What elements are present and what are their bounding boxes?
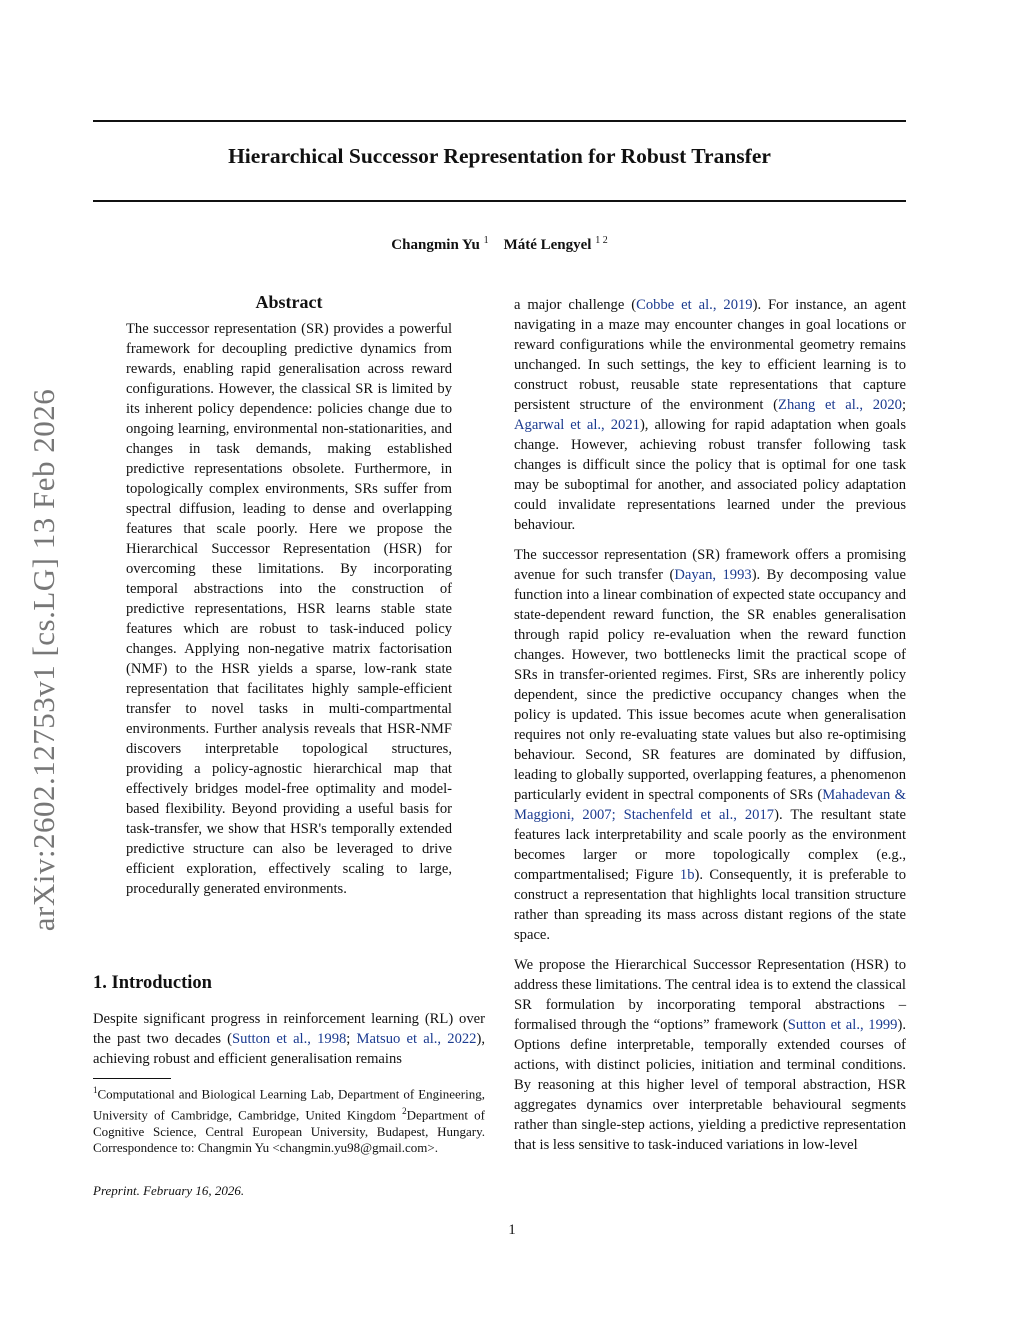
- text-run: ). Consequently, it is preferable to construct a representation that highlights local transition structure rather than spreading its mass across distant regions of the state space.: [514, 867, 906, 943]
- title-rule-top: [93, 120, 906, 122]
- citation-link[interactable]: Sutton et al., 1999: [787, 1017, 898, 1033]
- paragraph: [514, 295, 906, 535]
- text-run: ). For instance, an agent navigating in a maze may encounter changes in goal locations or reward configurations while the environmental geometry remains unchanged. In such settings, the key to efficient learning is to construct robust, reusable state representations that capture persistent structure of the environment (: [514, 297, 906, 413]
- paragraph: [514, 545, 906, 945]
- author-name: Máté Lengyel: [503, 237, 592, 253]
- figure-reference-link[interactable]: 1b: [679, 867, 695, 883]
- text-run: ). The resultant state features lack interpretability and scale poorly as the environment becomes larger or more topologically complex (e.g., compartmentalised; Figure: [514, 807, 907, 883]
- intro-paragraph: [93, 1009, 485, 1069]
- author-name: Changmin Yu: [391, 237, 480, 253]
- text-run: a major challenge (: [514, 297, 637, 313]
- footnote-1: Computational and Biological Learning Lab, Department of Engineering, University of Cambridge, Cambridge, United Kingdom: [93, 1086, 485, 1123]
- citation-link[interactable]: Zhang et al., 2020: [778, 397, 902, 413]
- text-run: ). Options define interpretable, temporally extended courses of actions, with distinct policies, initiation and terminal conditions. By reasoning at this higher level of temporal abstraction, HSR aggregates dynamics over interpretable behavioural segments rather than single-step actions, yielding a predictive representation that is less sensitive to task-induced variations in low-level: [514, 1017, 906, 1153]
- citation-link[interactable]: Cobbe et al., 2019: [636, 297, 753, 313]
- right-column: [514, 295, 906, 1165]
- author-affiliation: 1 2: [595, 235, 608, 246]
- footnote-marker: 2: [402, 1105, 407, 1116]
- author-affiliation: 1: [483, 235, 489, 246]
- title-rule-bottom: [93, 200, 906, 202]
- footnotes: [93, 1082, 485, 1157]
- citation-link[interactable]: Mahadevan & Maggioni, 2007; Stachenfeld et al., 2017: [514, 787, 906, 823]
- text-run: ;: [901, 397, 906, 413]
- footnote-2: Department of Cognitive Science, Central European University, Budapest, Hungary. Correspondence to: Changmin Yu <changmin.yu98@gmail.com>.: [93, 1107, 485, 1156]
- section-heading-introduction: 1. Introduction: [93, 973, 212, 993]
- text-run: ), allowing for rapid adaptation when goals change. However, achieving robust transfer following task changes is difficult since the policy that is optimal for one task may be suboptimal for another, and associated policy adaptation could invalidate representations learned under the previous behaviour.: [514, 417, 906, 533]
- author-list: [93, 235, 906, 254]
- arxiv-identifier: arXiv:2602.12753v1 [cs.LG] 13 Feb 2026: [26, 388, 61, 932]
- citation-link[interactable]: Matsuo et al., 2022: [356, 1031, 477, 1047]
- text-run: We propose the Hierarchical Successor Representation (HSR) to address these limitations. The central idea is to extend the classical SR formulation by incorporating temporal abstractions – formalised through the “options” framework (: [514, 957, 906, 1033]
- footnote-marker: 1: [93, 1085, 98, 1095]
- text-run: ;: [346, 1031, 357, 1047]
- preprint-note: Preprint. February 16, 2026.: [93, 1183, 245, 1198]
- footnote-rule: [93, 1078, 171, 1079]
- citation-link[interactable]: Dayan, 1993: [674, 567, 752, 583]
- page-number: 1: [508, 1222, 516, 1238]
- text-run: The successor representation (SR) framework offers a promising avenue for such transfer (: [514, 547, 906, 583]
- citation-link[interactable]: Sutton et al., 1998: [232, 1031, 347, 1047]
- abstract-text: The successor representation (SR) provides a powerful framework for decoupling predictive dynamics from rewards, enabling rapid generalisation across reward configurations. However, the classical SR is limited by its inherent policy dependence: policies change due to ongoing learning, environmental non-stationarities, and changes in task demands, making established predictive representations obsolete. Furthermore, in topologically complex environments, SRs suffer from spectral diffusion, leading to dense and overlapping features that scale poorly. Here we propose the Hierarchical Successor Representation (HSR) for overcoming these limitations. By incorporating temporal abstractions into the construction of predictive representations, HSR learns stable state features which are robust to task-induced policy changes. Applying non-negative matrix factorisation (NMF) to the HSR yields a sparse, low-rank state representation that facilitates highly sample-efficient transfer to novel tasks in multi-compartmental environments. Further analysis reveals that HSR-NMF discovers interpretable topological structures, providing a policy-agnostic hierarchical map that effectively bridges model-free optimality and model-based flexibility. Beyond providing a useful basis for task-transfer, we show that HSR's temporally extended predictive structure can also be leveraged to drive efficient exploration, effectively scaling to large, procedurally generated environments.: [126, 321, 452, 897]
- text-run: Despite significant progress in reinforcement learning (RL) over the past two decades (: [93, 1011, 485, 1047]
- text-run: ). By decomposing value function into a linear combination of expected state occupancy and state-dependent reward function, the SR enables generalisation through rapid policy re-evaluation when the reward function changes. However, two bottlenecks limit the practical scope of SRs in transfer-oriented regimes. First, SRs are inherently policy dependent, since the predictive occupancy changes when the policy is updated. This issue becomes acute when generalisation requires not only re-evaluating state values but also re-optimising behaviour. Second, SR features are dominated by diffusion, leading to globally supported, overlapping features, a phenomenon particularly evident in spectral components of SRs (: [514, 567, 906, 803]
- abstract-heading: Abstract: [255, 292, 323, 312]
- paper-title: Hierarchical Successor Representation for Robust Transfer: [228, 144, 771, 168]
- citation-link[interactable]: Agarwal et al., 2021: [514, 417, 640, 433]
- text-run: ), achieving robust and efficient generalisation remains: [93, 1031, 485, 1067]
- paragraph: [514, 955, 906, 1155]
